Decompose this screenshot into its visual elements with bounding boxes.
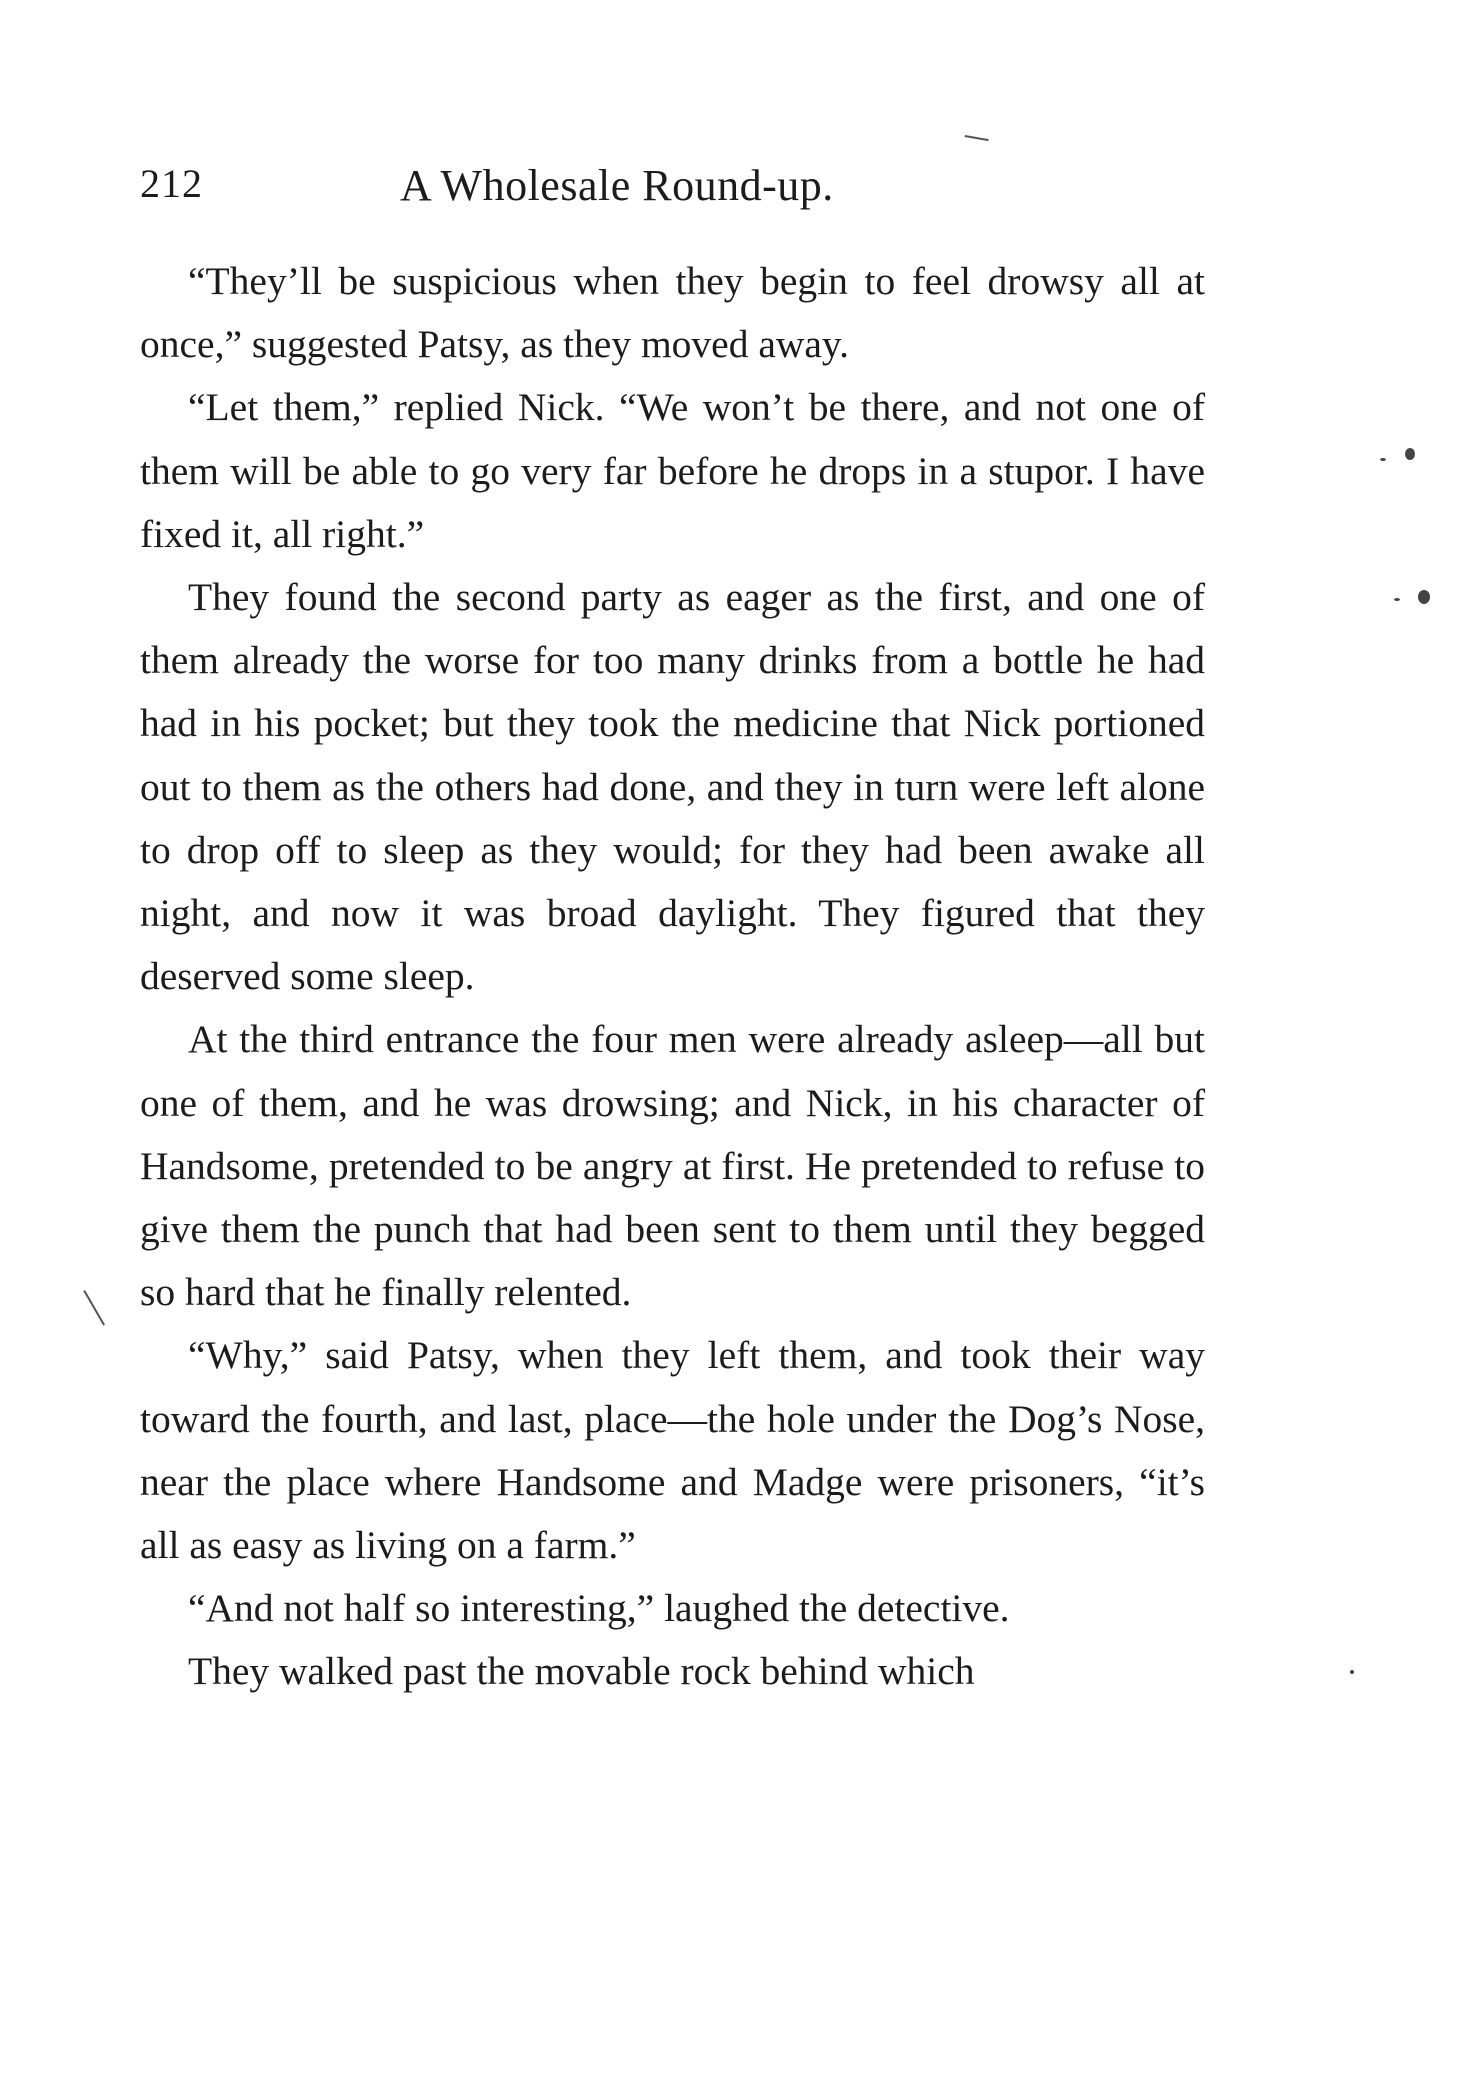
scan-scratch (965, 135, 989, 141)
scan-speck (1418, 590, 1430, 604)
scan-speck (1380, 458, 1386, 461)
page-number: 212 (140, 161, 203, 206)
paragraph: They walked past the movable rock behind which (188, 1649, 975, 1694)
paragraph: At the third entrance the four men were already asleep—all but one of them, and he was drowsing; and Nick, in his character of Handsome, pretended to be angry at first. He pretended to refuse to give them the punch that had been sent to them until they begged so hard that he finally relented. (140, 1017, 1205, 1315)
paragraph: “Let them,” replied Nick. “We won’t be there, and not one of them will be able to go very far before he drops in a stupor. I have fixed it, all right.” (140, 385, 1205, 556)
scan-speck (1394, 598, 1400, 601)
running-title: A Wholesale Round-up. (400, 161, 834, 210)
scan-scratch (83, 1290, 105, 1326)
paragraph: “They’ll be suspicious when they begin to feel drowsy all at once,” suggested Patsy, as they moved away. (140, 259, 1205, 367)
page-header (140, 160, 1200, 220)
paragraph: “Why,” said Patsy, when they left them, and took their way toward the fourth, and last, place—the hole under the Dog’s Nose, near the place where Handsome and Madge were prisoners, “it’s all as easy as living on a farm.” (140, 1333, 1205, 1568)
scan-speck (1350, 1670, 1354, 1674)
paragraph: They found the second party as eager as the first, and one of them already the worse for too many drinks from a bottle he had had in his pocket; but they took the medicine that Nick portioned out to them as the others had done, and they in turn were left alone to drop off to sleep as they would; for they had been awake all night, and now it was broad daylight. They figured that they deserved some sleep. (140, 575, 1205, 999)
body-text (140, 250, 1205, 1704)
paragraph: “And not half so interesting,” laughed the detective. (188, 1586, 1010, 1631)
scan-speck (1405, 448, 1415, 460)
